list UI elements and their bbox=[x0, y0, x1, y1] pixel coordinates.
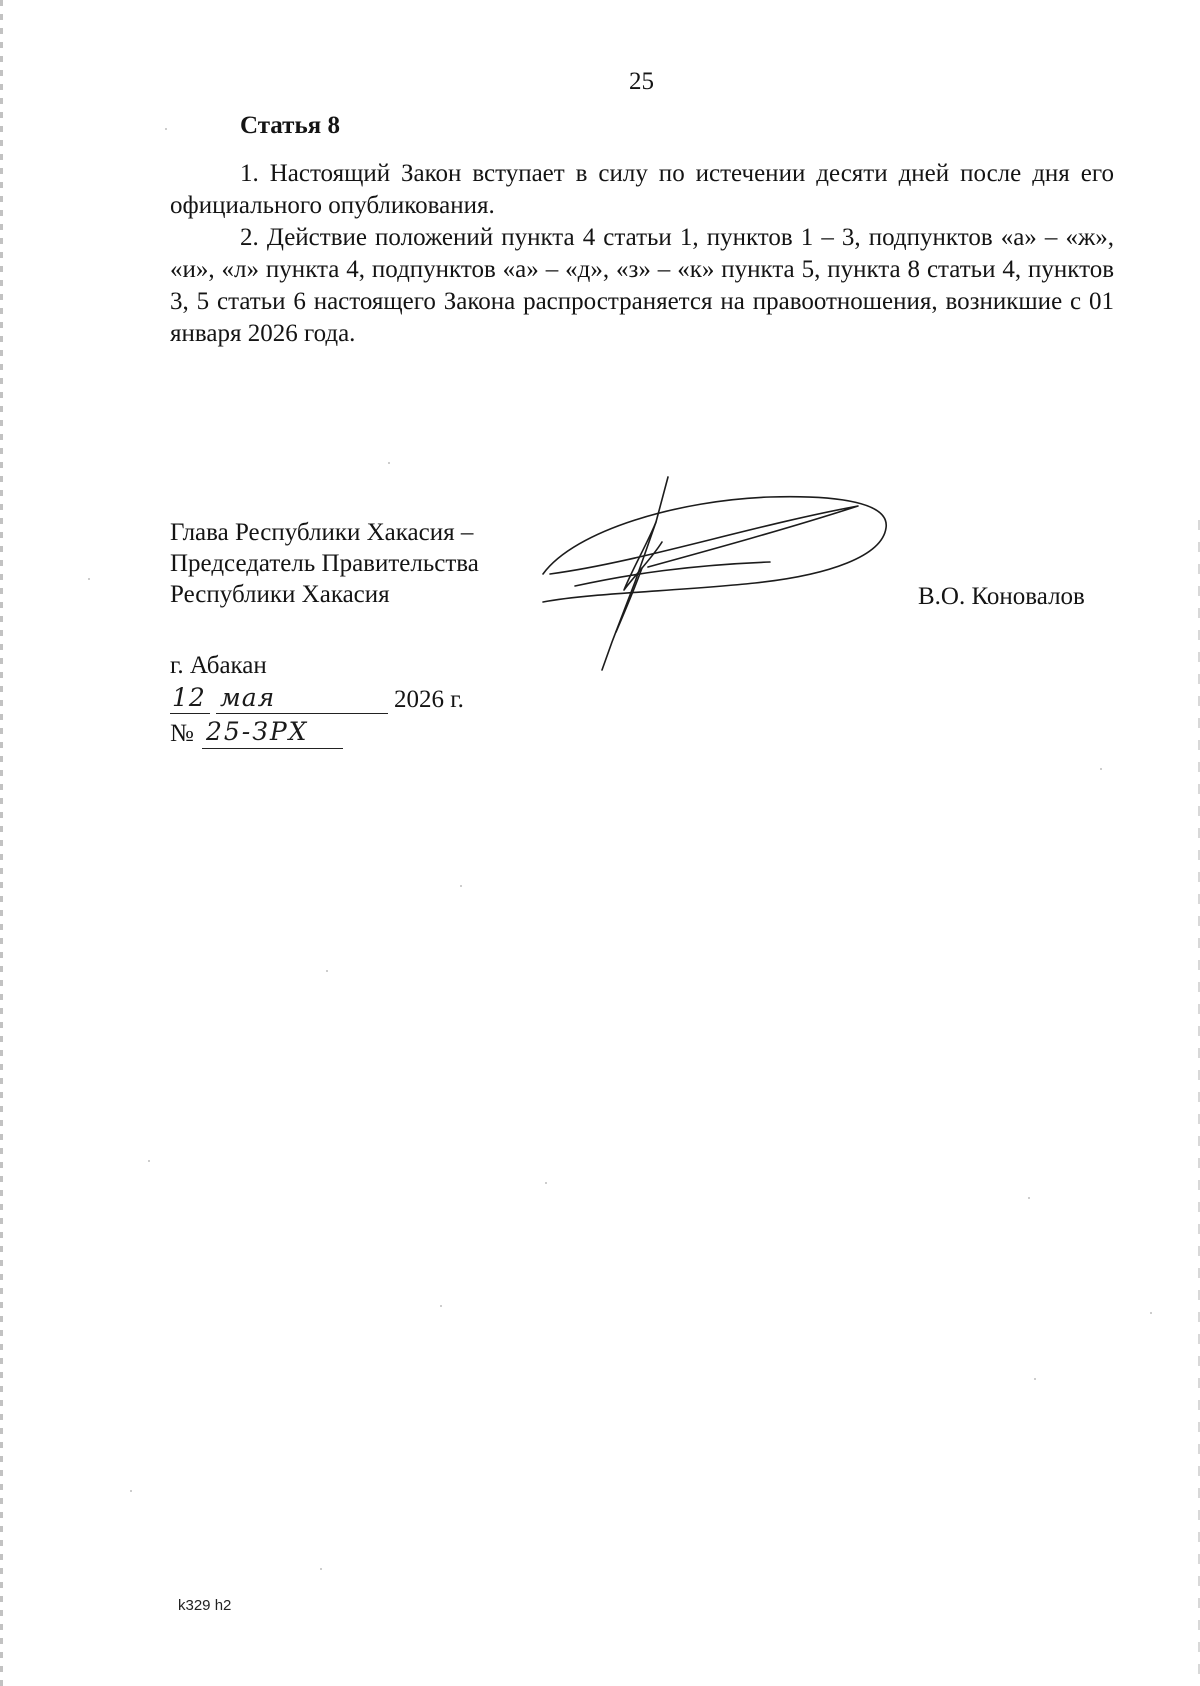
signatory-position bbox=[170, 517, 479, 610]
signatory-name: В.О. Коновалов bbox=[918, 583, 1085, 610]
handwritten-month: мая bbox=[220, 683, 276, 712]
scan-edge-left bbox=[0, 0, 3, 1686]
handwritten-day: 12 bbox=[172, 683, 206, 712]
signatory-position-line-2: Председатель Правительства bbox=[170, 550, 479, 577]
date-year: 2026 г. bbox=[394, 686, 464, 713]
paragraph-1: 1. Настоящий Закон вступает в силу по истечении десяти дней после дня его официального опубликования. bbox=[170, 160, 1114, 219]
signatory-position-line-3: Республики Хакасия bbox=[170, 581, 390, 608]
law-number bbox=[170, 717, 309, 751]
handwritten-law-number: 25-ЗРХ bbox=[206, 717, 309, 746]
footer-code: k329 h2 bbox=[178, 1597, 232, 1614]
place: г. Абакан bbox=[170, 652, 267, 679]
signing-date bbox=[170, 683, 464, 717]
signatory-position-line-1: Глава Республики Хакасия – bbox=[170, 519, 474, 546]
article-body bbox=[170, 158, 1114, 350]
place-date-number bbox=[170, 649, 464, 751]
article-title: Статья 8 bbox=[240, 112, 340, 139]
handwritten-signature bbox=[540, 470, 900, 685]
number-sign: № bbox=[170, 720, 194, 747]
page-number: 25 bbox=[629, 68, 654, 95]
paragraph-2: 2. Действие положений пункта 4 статьи 1, пунктов 1 – 3, подпунктов «а» – «ж», «и», «л» пункта 4, подпунктов «а» – «д», «з» – «к» пункта 5, пункта 8 статьи 4, пунктов 3, 5 статьи 6 настоящего Закона распространяется на правоотношения, возникшие с 01 января 2026 года. bbox=[170, 224, 1114, 347]
